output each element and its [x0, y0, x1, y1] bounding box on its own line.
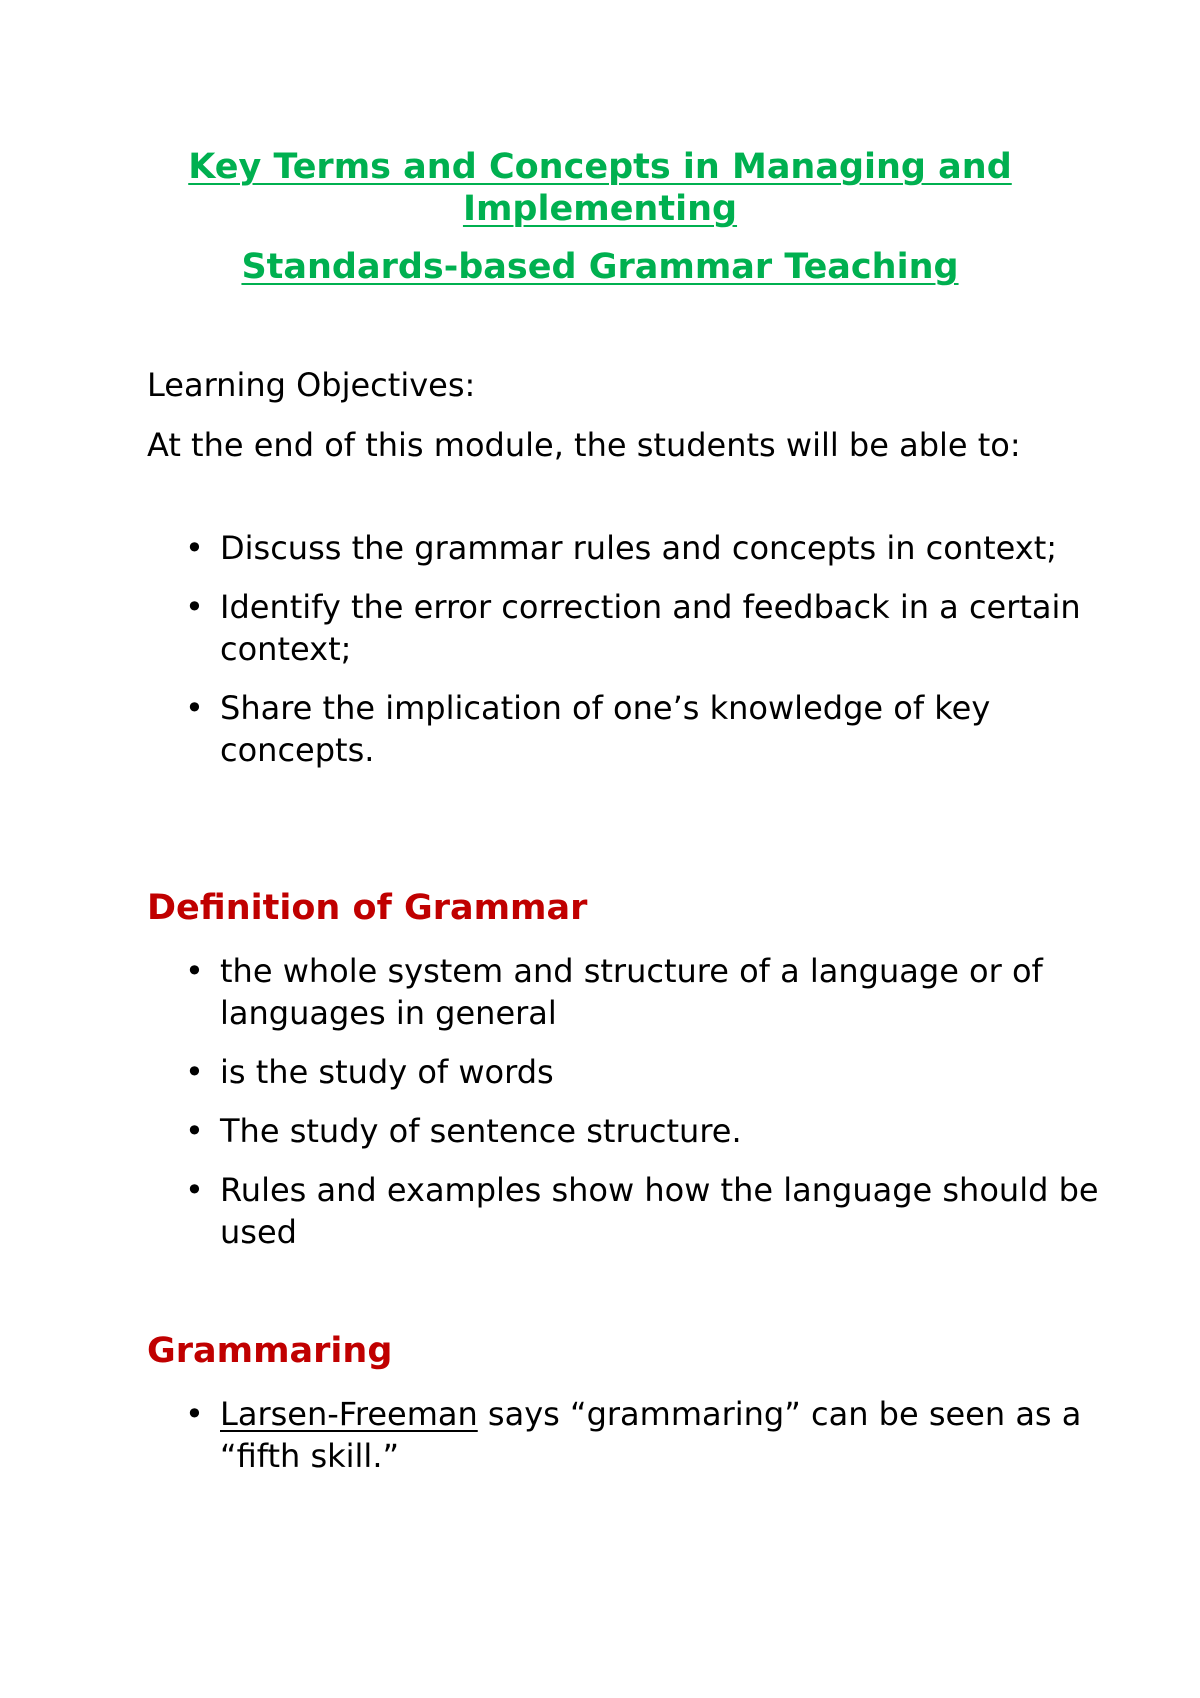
document-subtitle: Standards-based Grammar Teaching: [241, 247, 959, 287]
bullet-icon: •: [185, 1053, 204, 1091]
bullet-icon: •: [185, 588, 204, 626]
document-title: Key Terms and Concepts in Managing and Implementing: [188, 147, 1012, 229]
objectives-intro: At the end of this module, the students will be able to:: [147, 426, 1021, 464]
definition-text: Rules and examples show how the language should be used: [220, 1171, 1099, 1251]
list-item: [0, 1393, 1100, 1477]
list-item: [0, 586, 1100, 670]
bullet-icon: •: [185, 529, 204, 567]
objective-text: Discuss the grammar rules and concepts in context;: [220, 529, 1058, 567]
objective-text: Share the implication of one’s knowledge of key concepts.: [220, 689, 991, 769]
definition-text: the whole system and structure of a language or of languages in general: [220, 952, 1043, 1032]
list-item: [0, 1110, 1100, 1152]
bullet-icon: •: [185, 689, 204, 727]
grammaring-text: says “grammaring” can be seen as a “fifth skill.”: [220, 1395, 1082, 1475]
objective-text: Identify the error correction and feedback in a certain context;: [220, 588, 1081, 668]
list-item: [0, 1051, 1100, 1093]
definition-of-grammar-heading: Definition of Grammar: [147, 888, 588, 928]
grammaring-heading: Grammaring: [147, 1331, 393, 1371]
bullet-icon: •: [185, 1171, 204, 1209]
bullet-icon: •: [185, 1112, 204, 1150]
author-name: Larsen-Freeman: [220, 1395, 478, 1433]
grammaring-list: [0, 1393, 1100, 1494]
list-item: [0, 950, 1100, 1034]
definitions-list: [0, 950, 1100, 1270]
list-item: [0, 1169, 1100, 1253]
definition-text: The study of sentence structure.: [220, 1112, 742, 1150]
list-item: [0, 527, 1100, 569]
bullet-icon: •: [185, 952, 204, 990]
list-item: [0, 687, 1100, 771]
definition-text: is the study of words: [220, 1053, 554, 1091]
learning-objectives-label: Learning Objectives:: [147, 366, 476, 404]
objectives-list: [0, 527, 1100, 788]
bullet-icon: •: [185, 1395, 204, 1433]
